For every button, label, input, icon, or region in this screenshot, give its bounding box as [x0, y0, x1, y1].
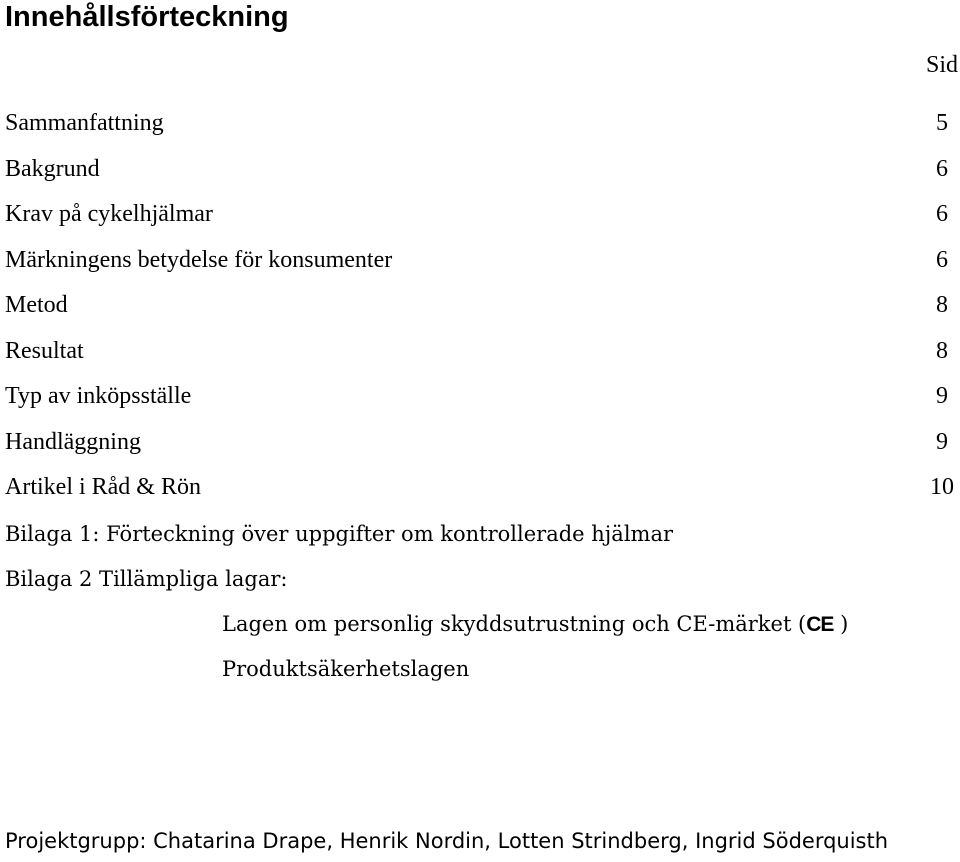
law-item — [222, 654, 848, 699]
toc-entry-page: 8 — [936, 337, 948, 364]
toc-entry-label: Metod — [5, 292, 68, 318]
toc-entry — [0, 288, 960, 334]
toc-entry — [0, 197, 960, 243]
toc-entry-page: 8 — [936, 292, 948, 318]
toc-entry-label: Handläggning — [5, 428, 141, 455]
toc-entry-page: 5 — [936, 110, 948, 136]
page-title: Innehållsförteckning — [5, 1, 289, 33]
toc-entry-label: Typ av inköpsställe — [5, 383, 192, 409]
toc-entry-page: 9 — [936, 383, 948, 409]
toc-entry-page: 6 — [936, 246, 948, 273]
toc-entry-label: Artikel i Råd & Rön — [5, 474, 201, 500]
toc-entry — [0, 243, 960, 289]
toc-entry-label: Märkningens betydelse för konsumenter — [5, 246, 393, 273]
toc-entry-label: Bakgrund — [5, 155, 100, 182]
toc-entry — [0, 470, 960, 516]
applicable-laws-list — [222, 609, 848, 699]
page-column-header: Sid — [925, 52, 958, 78]
law-item-label: Lagen om personlig skyddsutrustning och CE-märket ( — [222, 612, 807, 636]
toc-entry — [0, 379, 960, 425]
toc-entry-page: 10 — [930, 474, 954, 500]
law-item — [222, 609, 848, 654]
toc-entry-label: Sammanfattning — [5, 110, 164, 136]
appendix-1-entry: Bilaga 1: Förteckning över uppgifter om kontrollerade hjälmar — [5, 522, 674, 546]
toc-entry — [0, 334, 960, 380]
toc-entry-page: 9 — [936, 428, 948, 455]
toc-entry-page: 6 — [936, 155, 948, 182]
ce-mark-icon: CE — [806, 613, 834, 636]
law-item-label: Produktsäkerhetslagen — [222, 657, 470, 681]
toc-entry — [0, 106, 960, 152]
toc-entry-page: 6 — [936, 201, 948, 227]
law-item-suffix: ) — [833, 612, 849, 636]
toc-entry — [0, 425, 960, 471]
table-of-contents — [0, 106, 960, 516]
toc-entry — [0, 152, 960, 198]
toc-entry-label: Krav på cykelhjälmar — [5, 201, 213, 227]
appendix-2-entry: Bilaga 2 Tillämpliga lagar: — [5, 567, 288, 591]
project-group-footer: Projektgrupp: Chatarina Drape, Henrik Nordin, Lotten Strindberg, Ingrid Söderquisth — [5, 829, 889, 853]
toc-entry-label: Resultat — [5, 337, 84, 364]
